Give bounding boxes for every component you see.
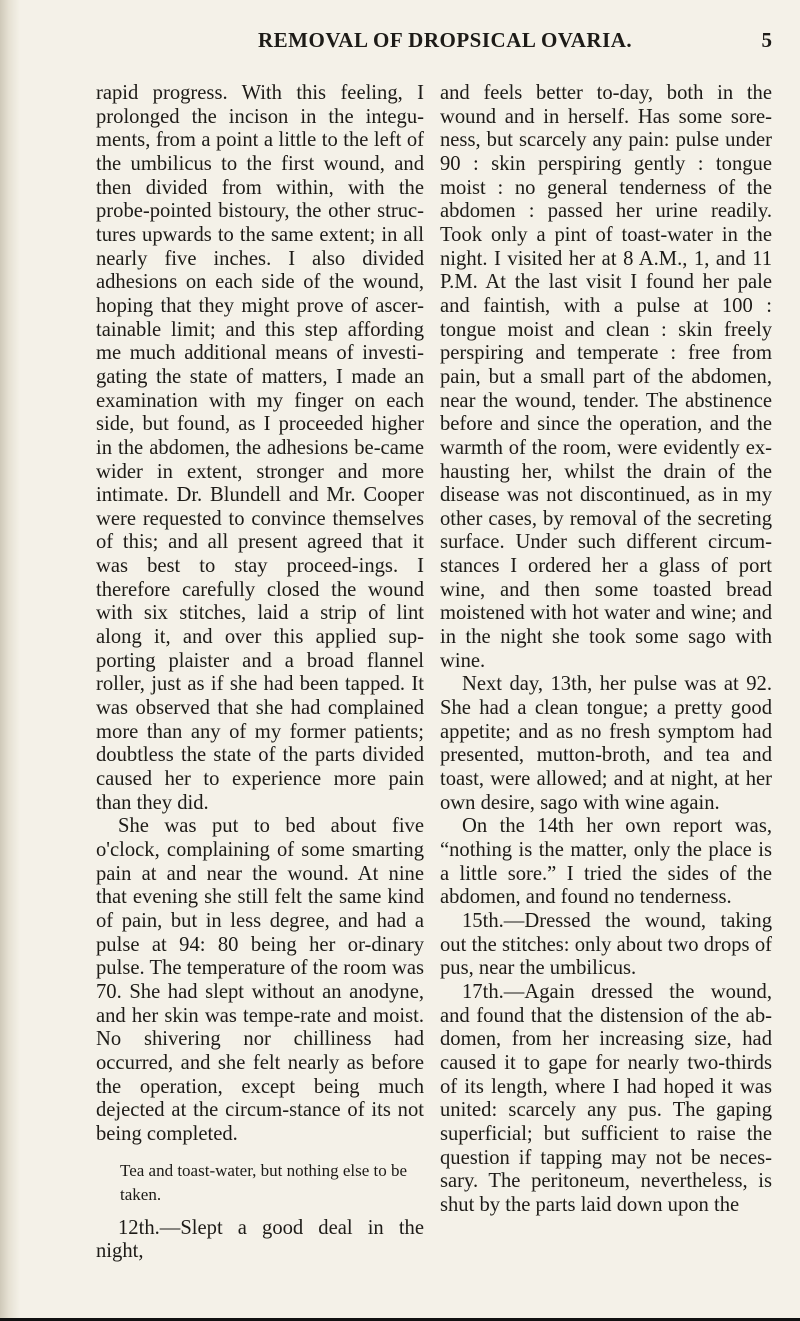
right-paragraph-1: and feels better to-day, both in the wound and in herself. Has some sore-ness, but scarcely any pain: pulse under 90 : skin perspiring gently : tongue moist : no general tenderness of the abdomen : passed her urine readily. Took only a pint of toast-water in the night. I visited her at 8 A.M., 1, and 11 P.M. At the last visit I found her pale and faintish, with a pulse at 100 : tongue moist and clean : skin freely perspiring and temperate : free from pain, but a small part of the abdomen, near the wound, tender. The abstinence before and since the operation, and the warmth of the room, were evidently ex-hausting her, whilst the drain of the disease was not discontinued, as in my other cases, by removal of the secreting surface. Under such different circum-stances I ordered her a glass of port wine, and then some toasted bread moistened with hot water and wine; and in the night she took some sago with wine. — [440, 82, 772, 672]
diet-note: Tea and toast-water, but nothing else to be taken. — [120, 1160, 408, 1204]
right-paragraph-3: On the 14th her own report was, “nothing is the matter, only the place is a little sore.” I tried the sides of the abdomen, and found no tenderness. — [440, 815, 772, 909]
right-paragraph-4: 15th.—Dressed the wound, taking out the stitches: only about two drops of pus, near the umbilicus. — [440, 909, 772, 980]
left-paragraph-3: 12th.—Slept a good deal in the night, — [96, 1216, 424, 1263]
left-paragraph-2: She was put to bed about five o'clock, complaining of some smarting pain at and near the wound. At nine that evening she still felt the same kind of pain, but in less degree, and had a pulse at 94: 80 being her or-dinary pulse. The temperature of the room was 70. She had slept without an anodyne, and her skin was tempe-rate and moist. No shivering nor chilliness had occurred, and she felt nearly as before the operation, except being much dejected at the circum-stance of its not being completed. — [96, 815, 424, 1145]
running-title: REMOVAL OF DROPSICAL OVARIA. — [258, 28, 633, 52]
page-header — [96, 28, 772, 58]
right-paragraph-5: 17th.—Again dressed the wound, and found that the distension of the ab-domen, from her increasing size, had caused it to gape for nearly two-thirds of its length, where I had hoped it was united: scarcely any pus. The gaping superficial; but sufficient to raise the question if tapping may not be neces-sary. The peritoneum, nevertheless, is shut by the parts laid down upon the — [440, 980, 772, 1216]
right-paragraph-2: Next day, 13th, her pulse was at 92. She had a clean tongue; a pretty good appetite; and as no fresh symptom had presented, mutton-broth, and tea and toast, were allowed; and at night, at her own desire, sago with wine again. — [440, 673, 772, 814]
left-paragraph-1: rapid progress. With this feeling, I prolonged the incison in the integu-ments, from a point a little to the left of the umbilicus to the first wound, and then divided from within, with the probe-pointed bistoury, the other struc-tures upwards to the same extent; in all nearly five inches. I also divided adhesions on each side of the wound, hoping that they might prove of ascer-tainable limit; and this step affording me much additional means of investi-gating the state of matters, I made an examination with my finger on each side, but found, as I proceeded higher in the abdomen, the adhesions be-came wider in extent, stronger and more intimate. Dr. Blundell and Mr. Cooper were requested to convince themselves of this; and all present agreed that it was best to stay proceed-ings. I therefore carefully closed the wound with six stitches, laid a strip of lint along it, and over this applied sup-porting plaister and a broad flannel roller, just as if she had been tapped. It was observed that she had complained more than any of my former patients; doubtless the state of the parts divided caused her to experience more pain than they did. — [96, 82, 424, 814]
page-number: 5 — [761, 28, 772, 52]
left-column — [96, 82, 424, 1264]
page-binding-edge — [0, 0, 20, 1321]
right-column — [440, 82, 772, 1218]
